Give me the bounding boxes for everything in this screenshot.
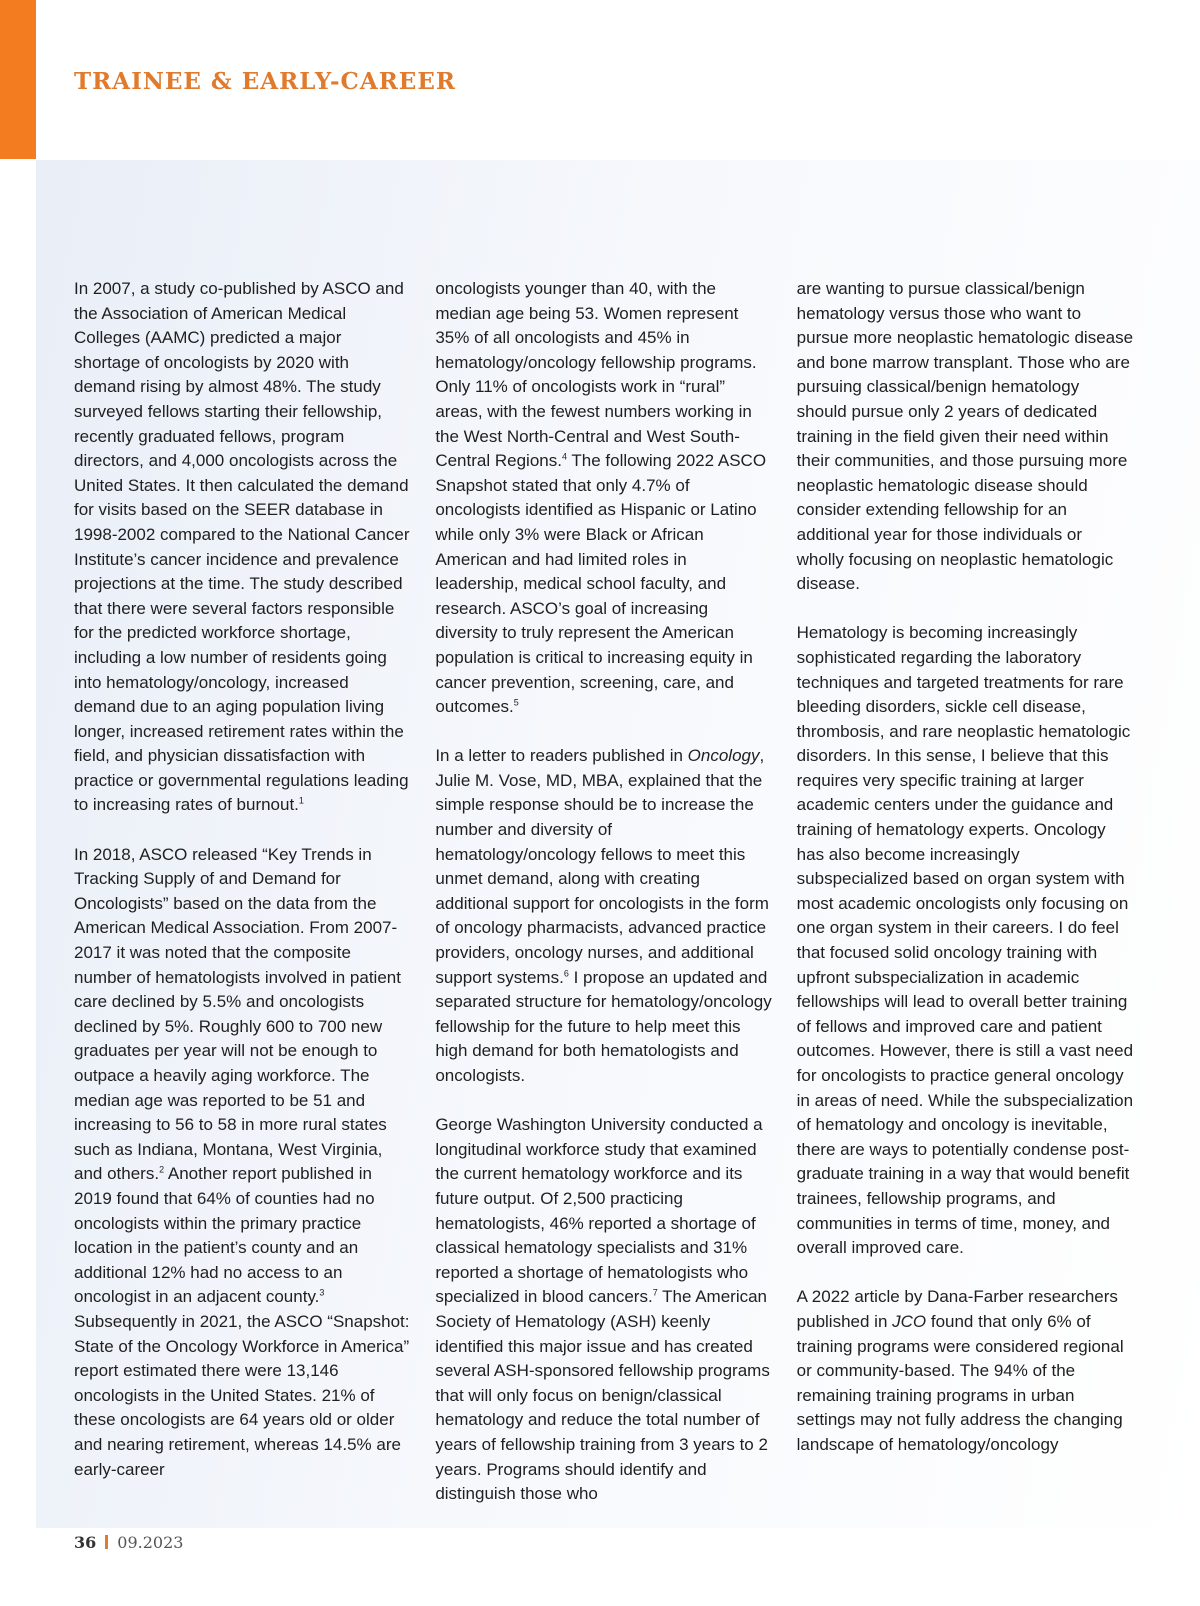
paragraph-text: George Washington University conducted a longitudinal workforce study that examined the current hematology workforce and its future output. Of 2,500 practicing hematologists, 46% reported a shortage of classical hematology specialists and 31% reported a shortage of hematologists who specialized in blood cancers.: [435, 1115, 763, 1307]
paragraph-text: In 2018, ASCO released “Key Trends in Tracking Supply of and Demand for Oncologists” based on the data from the American Medical Association. From 2007-2017 it was noted that the composite number of hematologists involved in patient care declined by 5.5% and oncologists declined by 5%. Roughly 600 to 700 new graduates per year will not be enough to outpace a heavily aging workforce. The median age was reported to be 51 and increasing to 56 to 58 in more rural states such as Indiana, Montana, West Virginia, and others.: [74, 844, 401, 1184]
article-paragraph: [74, 843, 411, 1482]
italic-text: Oncology: [687, 746, 760, 766]
article-column-2: [435, 277, 772, 1507]
paragraph-text: In a letter to readers published in: [435, 746, 688, 766]
article-paragraph: [435, 744, 772, 1088]
paragraph-text: found that only 6% of training programs were considered regional or community-based. The 94% of the remaining training programs in urban settings may not fully address the changing landscape of hematology/oncology: [796, 1311, 1124, 1454]
article-column-1: [74, 277, 411, 1507]
article-column-3: [797, 277, 1134, 1507]
article-columns: [74, 277, 1134, 1507]
page-footer: [74, 1533, 183, 1552]
citation-ref: 6: [563, 967, 569, 978]
paragraph-text: A 2022 article by Dana-Farber researchers published in: [796, 1287, 1118, 1331]
article-paragraph: [797, 277, 1134, 597]
paragraph-text: Subsequently in 2021, the ASCO “Snapshot: State of the Oncology Workforce in America” report estimated there were 13,146 oncologists in the United States. 21% of these oncologists are 64 years old or older and nearing retirement, whereas 14.5% are early-career: [74, 1311, 410, 1479]
paragraph-text: The following 2022 ASCO Snapshot stated that only 4.7% of oncologists identified as Hispanic or Latino while only 3% were Black or African American and had limited roles in leadership, medical school faculty, and research. ASCO’s goal of increasing diversity to truly represent the American population is critical to increasing equity in cancer prevention, screening, care, and outcomes.: [435, 451, 767, 717]
paragraph-text: Hematology is becoming increasingly sophisticated regarding the laboratory techniques and targeted treatments for rare bleeding disorders, sickle cell disease, thrombosis, and rare neoplastic hematologic disorders. In this sense, I believe that this requires very specific training at larger academic centers under the guidance and training of hematology experts. Oncology has also become increasingly subspecialized based on organ system with most academic oncologists only focusing on one organ system in their careers. I do feel that focused solid oncology training with upfront subspecialization in academic fellowships will lead to overall better training of fellows and improved care and patient outcomes. However, there is still a vast need for oncologists to practice general oncology in areas of need. While the subspecialization of hematology and oncology is inevitable, there are ways to potentially condense post-graduate training in a way that would benefit trainees, fellowship programs, and communities in terms of time, money, and overall improved care.: [796, 623, 1134, 1258]
issue-date: 09.2023: [117, 1533, 184, 1552]
footer-separator: [105, 1535, 108, 1549]
paragraph-text: I propose an updated and separated structure for hematology/oncology fellowship for the future to help meet this high demand for both hematologists and oncologists.: [435, 967, 772, 1085]
paragraph-text: In 2007, a study co-published by ASCO and the Association of American Medical Colleges (AAMC) predicted a major shortage of oncologists by 2020 with demand rising by almost 48%. The study surveyed fellows starting their fellowship, recently graduated fellows, program directors, and 4,000 oncologists across the United States. It then calculated the demand for visits based on the SEER database in 1998-2002 compared to the National Cancer Institute’s cancer incidence and prevalence projections at the time. The study described that there were several factors responsible for the predicted workforce shortage, including a low number of residents going into hematology/oncology, increased demand due to an aging population living longer, increased retirement rates within the field, and physician dissatisfaction with practice or governmental regulations leading to increasing rates of burnout.: [74, 279, 410, 815]
citation-ref: 2: [159, 1164, 165, 1175]
article-paragraph: [435, 1113, 772, 1507]
paragraph-text: Another report published in 2019 found that 64% of counties had no oncologists within the primary practice location in the patient’s county and an additional 12% had no access to an oncologist in an adjacent county.: [74, 1164, 375, 1307]
section-accent-bar: [0, 0, 36, 159]
paragraph-text: oncologists younger than 40, with the median age being 53. Women represent 35% of all oncologists and 45% in hematology/oncology fellowship programs. Only 11% of oncologists work in “rural” areas, with the fewest numbers working in the West North-Central and West South-Central Regions.: [435, 279, 757, 471]
paragraph-text: The American Society of Hematology (ASH) keenly identified this major issue and has created several ASH-sponsored fellowship programs that will only focus on benign/classical hematology and reduce the total number of years of fellowship training from 3 years to 2 years. Programs should identify and distinguish those who: [435, 1287, 770, 1504]
article-paragraph: [797, 621, 1134, 1260]
citation-ref: 4: [561, 451, 567, 462]
italic-text: JCO: [892, 1311, 927, 1331]
article-paragraph: [797, 1285, 1134, 1457]
article-paragraph: [435, 277, 772, 720]
citation-ref: 7: [652, 1287, 658, 1298]
citation-ref: 1: [298, 795, 304, 806]
paragraph-text: , Julie M. Vose, MD, MBA, explained that the simple response should be to increase the number and diversity of hematology/oncology fellows to meet this unmet demand, along with creating additional support for oncologists in the form of oncology pharmacists, advanced practice providers, oncology nurses, and additional support systems.: [435, 746, 769, 987]
article-paragraph: [74, 277, 411, 818]
section-title: TRAINEE & EARLY-CAREER: [74, 68, 456, 95]
citation-ref: 5: [513, 697, 519, 708]
citation-ref: 3: [319, 1287, 325, 1298]
page-number: 36: [74, 1533, 97, 1552]
paragraph-text: are wanting to pursue classical/benign hematology versus those who want to pursue more neoplastic hematologic disease and bone marrow transplant. Those who are pursuing classical/benign hematology should pursue only 2 years of dedicated training in the field given their need within their communities, and those pursuing more neoplastic hematologic disease should consider extending fellowship for an additional year for those individuals or wholly focusing on neoplastic hematologic disease.: [796, 279, 1134, 594]
